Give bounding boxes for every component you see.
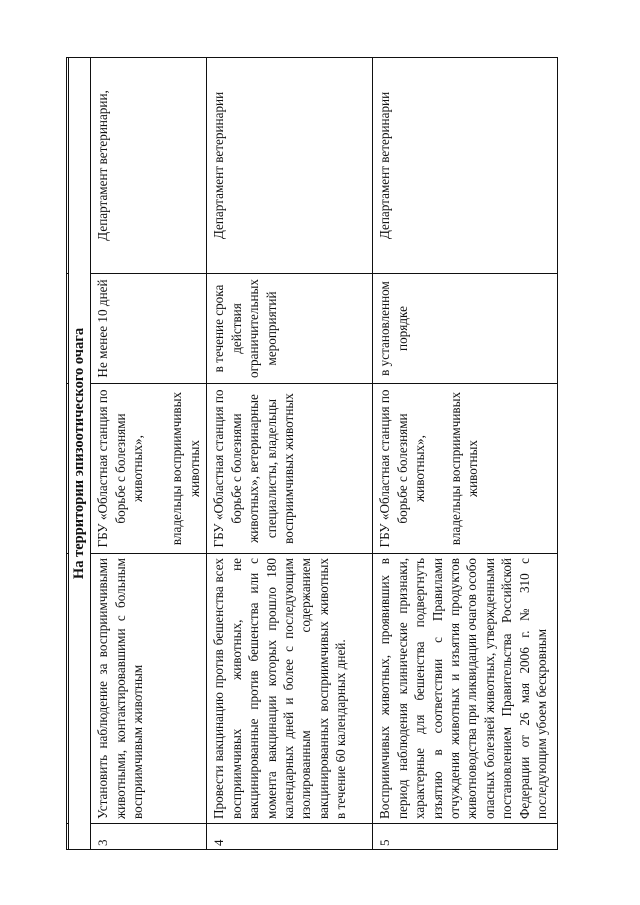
term-cell: в установленном порядке — [373, 274, 558, 384]
term-cell: в течение срока действия ограничительных мероприятий — [207, 274, 373, 384]
table-row — [373, 58, 558, 850]
responsible-org: ГБУ «Областная станция по борьбе с болезнями животных», — [95, 389, 145, 548]
action-cell: Установить наблюдение за восприимчивыми животными, контактировавшими с больным восприимчивым животным — [91, 554, 207, 824]
department-cell: Департамент ветеринарии — [207, 58, 373, 274]
responsible-owner: владельцы восприимчивых животных — [169, 391, 202, 546]
section-row — [69, 58, 91, 850]
department-cell: Департамент ветеринарии — [373, 58, 558, 274]
row-number: 4 — [207, 824, 373, 850]
responsible-owner: владельцы восприимчивых животных — [263, 393, 296, 544]
measures-table — [66, 57, 558, 850]
table-row — [207, 58, 373, 850]
action-cell: Провести вакцинацию против бешенства всех восприимчивых животных, не вакцинированные против бешенства или с момента вакцинации которых прошло 180 календарных дней и более с последующим изолированным содержанием вакцинированных восприимчивых животных в течение 60 календарных дней. — [207, 554, 373, 824]
spacer — [429, 388, 447, 549]
responsible-org: ГБУ «Областная станция по борьбе с болезнями животных», ветеринарные специалисты, — [211, 389, 279, 548]
term-cell: Не менее 10 дней — [91, 274, 207, 384]
section-title: На территории эпизоотического очага — [69, 58, 91, 850]
row-number: 5 — [373, 824, 558, 850]
responsible-owner: владельцы восприимчивых животных — [447, 391, 480, 546]
row-number: 3 — [91, 824, 207, 850]
table-row — [91, 58, 207, 850]
action-cell: Восприимчивых животных, проявивших в период наблюдения клинические признаки, характерные для бешенства подвергнуть изъятию в соответствии с Правилами отчуждения животных и изъятия продуктов животноводства при ликвидации очагов особо опасных болезней животных, утвержденными постановлением Правительства Российской Федерации от 26 мая 2006 г. № 310 с последующим убоем бескровным — [373, 554, 558, 824]
responsible-cell — [373, 384, 558, 554]
responsible-cell — [91, 384, 207, 554]
responsible-org: ГБУ «Областная станция по борьбе с болезнями животных», — [377, 389, 428, 548]
rotated-page — [66, 58, 558, 850]
responsible-cell — [207, 384, 373, 554]
spacer — [146, 388, 168, 549]
department-cell: Департамент ветеринарии, — [91, 58, 207, 274]
